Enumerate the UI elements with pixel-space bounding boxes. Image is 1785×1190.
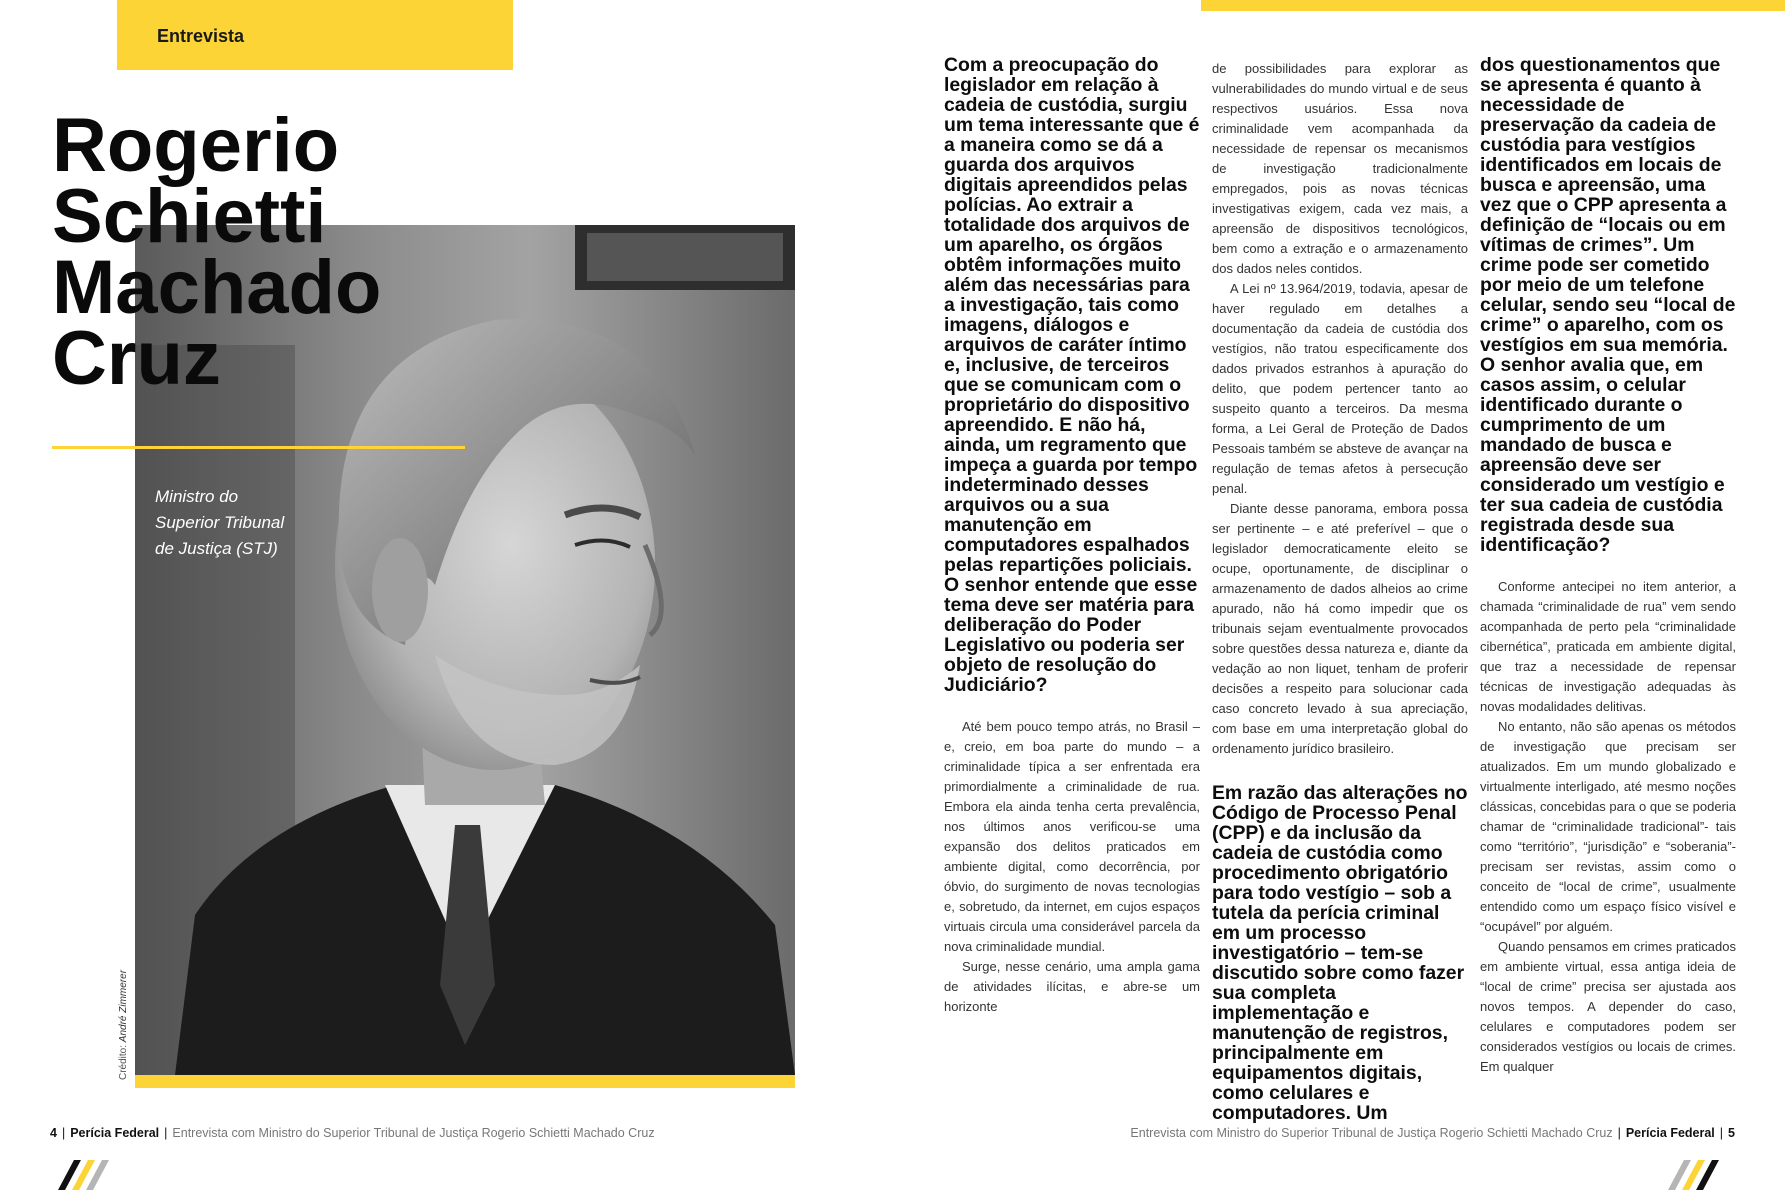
answer-1-continued [1212, 59, 1468, 759]
name-underline [52, 446, 465, 449]
paragraph: Quando pensamos em crimes praticados em ambiente virtual, essa antiga ideia de “local de crime” precisa ser ajustada aos novos tempos. A depender do caso, celulares e computadores podem ser considerados vestígios ou locais de crimes. Em qualquer [1480, 939, 1736, 1074]
text-column-2 [1212, 59, 1468, 1123]
name-line: Rogerio [52, 103, 340, 188]
paragraph: Conforme antecipei no item anterior, a chamada “criminalidade de rua” vem sendo acompanhada de perto pela “criminalidade cibernética”, praticada em ambiente digital, que traz a necessidade de repensar técnicas de investigação adequadas às novas modalidades delitivas. [1480, 579, 1736, 714]
photo-credit [118, 970, 129, 1080]
running-title: Entrevista com Ministro do Superior Tribunal de Justiça Rogerio Schietti Machado Cruz [172, 1126, 655, 1140]
top-accent-bar [1201, 0, 1785, 11]
paragraph: de possibilidades para explorar as vulnerabilidades do mundo virtual e de seus respectivos usuários. Essa nova criminalidade vem acompanhada da necessidade de repensar os mecanismos de investigação tradicionalmente empregados, pois as novas técnicas investigativas exigem, cada vez mais, a apreensão de dispositivos tecnológicos, bem como a extração e o armazenamento dos dados neles contidos. [1212, 61, 1468, 276]
publication-name: Perícia Federal [70, 1126, 160, 1140]
name-line: Machado [52, 245, 382, 330]
name-line: Schietti [52, 174, 327, 259]
footer-right: Entrevista com Ministro do Superior Tribunal de Justiça Rogerio Schietti Machado Cruz | Perícia Federal | 5 [1130, 1126, 1735, 1140]
interviewee-name [52, 103, 382, 401]
publication-name: Perícia Federal [1625, 1126, 1715, 1140]
role-line: Ministro do [155, 487, 239, 506]
decorative-stripes-right [1670, 1160, 1730, 1190]
decorative-stripes-left [60, 1160, 120, 1190]
interviewee-role [155, 484, 345, 562]
running-title: Entrevista com Ministro do Superior Tribunal de Justiça Rogerio Schietti Machado Cruz [1130, 1126, 1613, 1140]
text-column-1 [944, 55, 1200, 1017]
photo-credit-name: André Zimmerer [118, 969, 129, 1043]
role-line: de Justiça (STJ) [155, 539, 278, 558]
page-number-left: 4 [50, 1126, 57, 1140]
paragraph: Até bem pouco tempo atrás, no Brasil – e, creio, em boa parte do mundo – a criminalidade típica a ser enfrentada era primordialmente a criminalidade de rua. Embora ela ainda tenha certa prevalência, nos últimos anos verificou-se uma expansão dos delitos praticados em ambiente digital, como decorrência, por óbvio, do surgimento de novas tecnologias e, sobretudo, da internet, em cujos espaços virtuais circula uma considerável parcela da nova criminalidade mundial. [944, 719, 1200, 954]
photo-credit-label: Crédito: [118, 1044, 129, 1080]
paragraph: Surge, nesse cenário, uma ampla gama de atividades ilícitas, e abre-se um horizonte [944, 959, 1200, 1014]
role-line: Superior Tribunal [155, 513, 285, 532]
page-number-right: 5 [1728, 1126, 1735, 1140]
section-tag-label: Entrevista [157, 26, 245, 46]
paragraph: A Lei nº 13.964/2019, todavia, apesar de haver regulado em detalhes a documentação da cadeia de custódia dos vestígios, não tratou especificamente dos dados privados estranhos à apuração do delito, que podem pertencer tanto ao suspeito quanto a terceiros. Da mesma forma, a Lei Geral de Proteção de Dados Pessoais também se absteve de avançar na regulação de temas afetos à persecução penal. [1212, 281, 1468, 496]
question-2: Em razão das alterações no Código de Processo Penal (CPP) e da inclusão da cadeia de custódia como procedimento obrigatório para todo vestígio – sob a tutela da perícia criminal em um processo investigatório – tem-se discutido sobre como fazer sua completa implementação e manutenção de registros, principalmente em equipamentos digitais, como celulares e computadores. Um [1212, 782, 1468, 1124]
footer-left: 4 | Perícia Federal | Entrevista com Ministro do Superior Tribunal de Justiça Rogerio Schietti Machado Cruz [50, 1126, 655, 1140]
paragraph: Diante desse panorama, embora possa ser pertinente – e até preferível – que o legislador democraticamente eleito se ocupe, oportunamente, de disciplinar o armazenamento de dados alheios ao crime apurado, não há como impedir que os tribunais sejam eventualmente provocados sobre questões dessa natureza e, diante da vedação ao non liquet, tenham de proferir decisões a respeito para solucionar cada caso concreto levado à sua apreciação, com base em uma interpretação global do ordenamento jurídico brasileiro. [1212, 501, 1468, 756]
question-2-continued: dos questionamentos que se apresenta é quanto à necessidade de preservação da cadeia de custódia para vestígios identificados em locais de busca e apreensão, uma vez que o CPP apresenta a definição de “locais ou em vítimas de crimes”. Um crime pode ser cometido por meio de um telefone celular, sendo seu “local de crime” o aparelho, com os vestígios em sua memória. O senhor avalia que, em casos assim, o celular identificado durante o cumprimento de um mandado de busca e apreensão deve ser considerado um vestígio e ter sua cadeia de custódia registrada desde sua identificação? [1480, 54, 1736, 556]
answer-2 [1480, 577, 1736, 1077]
answer-1 [944, 717, 1200, 1017]
photo-accent-bar [135, 1075, 795, 1088]
question-1: Com a preocupação do legislador em relação à cadeia de custódia, surgiu um tema interessante que é a maneira como se dá a guarda dos arquivos digitais apreendidos pelas polícias. Ao extrair a totalidade dos arquivos de um aparelho, os órgãos obtêm informações muito além das necessárias para a investigação, tais como imagens, diálogos e arquivos de caráter íntimo e, inclusive, de terceiros que se comunicam com o proprietário do dispositivo apreendido. E não há, ainda, um regramento que impeça a guarda por tempo indeterminado desses arquivos ou a sua manutenção em computadores espalhados pelas repartições policiais. O senhor entende que esse tema deve ser matéria para deliberação do Poder Legislativo ou poderia ser objeto de resolução do Judiciário? [944, 54, 1200, 696]
text-column-3 [1480, 55, 1736, 1077]
name-line: Cruz [52, 316, 221, 401]
paragraph: No entanto, não são apenas os métodos de investigação que precisam ser atualizados. Em um mundo globalizado e virtualmente interligado, até mesmo noções clássicas, concebidas para o que se poderia chamar de “criminalidade tradicional”- tais como “território”, “jurisdição” e “soberania”- precisam ser revistas, assim como o conceito de “local de crime”, usualmente entendido como um espaço físico visível e “ocupável” por alguém. [1480, 719, 1736, 934]
